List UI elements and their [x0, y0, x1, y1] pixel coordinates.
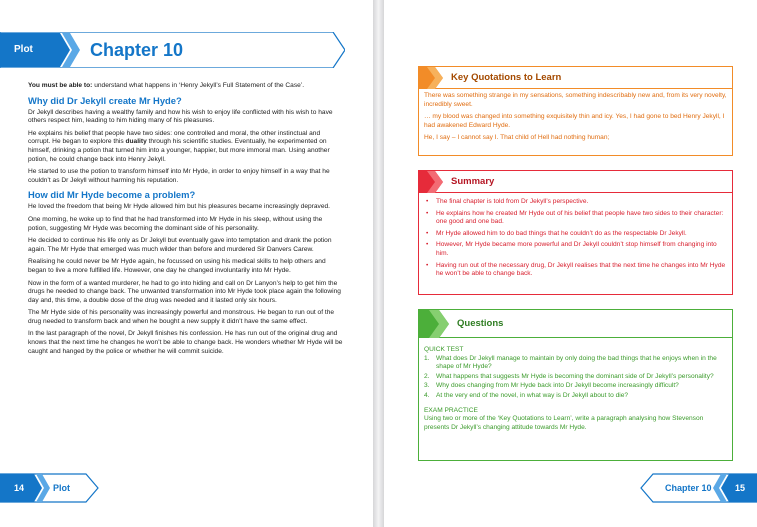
red-tab-icon [419, 171, 447, 193]
objective-text: understand what happens in ‘Henry Jekyll’s Full Statement of the Case’. [92, 82, 305, 89]
chapter-header-banner [0, 32, 345, 68]
questions-title: Questions [457, 318, 504, 329]
key-quotations-header [419, 67, 732, 89]
exam-practice-text: Using two or more of the ‘Key Quotations to Learn’, write a paragraph analysing how Stevenson presents Dr Jekyll’s changing attitude towards Mr Hyde. [424, 415, 704, 431]
questions-content [419, 338, 732, 436]
question-item [424, 392, 727, 401]
page-number: 14 [14, 483, 25, 493]
paragraph-text: through his scientific studies. Eventually, he experimented on himself, drinking a potion that turned him into a younger, happier, but more immoral man. Using another potion, he could change back into Henry Jekyll. [28, 138, 330, 163]
question-item [424, 382, 727, 391]
orange-tab-icon [419, 67, 447, 89]
green-tab-icon [419, 310, 453, 338]
question-text: At the very end of the novel, in what way is Dr Jekyll about to die? [436, 391, 629, 399]
paragraph: He loved the freedom that being Mr Hyde allowed him but his pleasures became increasingly depraved. [28, 203, 331, 211]
quotation: He, I say – I cannot say I. That child of Hell had nothing human; [424, 134, 610, 142]
footer-chapter-label: Chapter 10 [665, 483, 712, 493]
summary-item: • He explains how he created Mr Hyde out of his belief that people have two sides to their character: one good and one bad. [436, 210, 727, 227]
section-label: Plot [14, 44, 33, 55]
summary-header [419, 171, 732, 193]
heading-hyde-problem: How did Mr Hyde become a problem? [28, 189, 196, 201]
question-text: What does Dr Jekyll manage to maintain by only doing the bad things that he enjoys when in the shape of Mr Hyde? [436, 354, 717, 371]
paragraph-text: He explains his belief that people have two sides: one controlled and moral, the other instinctual and corrupt. He began to explore this [28, 129, 321, 146]
question-text: Why does changing from Mr Hyde back into Dr Jekyll become increasingly difficult? [436, 382, 679, 390]
page-footer-right [639, 473, 757, 503]
main-text [28, 82, 343, 360]
key-quotations-title: Key Quotations to Learn [451, 72, 562, 83]
page-footer-left [0, 473, 100, 503]
paragraph: Realising he could never be Mr Hyde again, he focussed on using his medical skills to help others and began to live a more fulfilled life. However, one day he changed involuntarily into Mr Hyde. [28, 258, 326, 274]
question-number: 4. [424, 391, 430, 399]
key-quotations-box [418, 66, 733, 156]
question-text: What happens that suggests Mr Hyde is becoming the dominant side of Dr Jekyll’s personality? [436, 372, 714, 380]
paragraph: Now in the form of a wanted murderer, he had to go into hiding and call on Dr Lanyon’s help to get him the drugs he needed to change back. The unwanted transformation into Mr Hyde took place again the following day and, this time, a double dose of the drug was needed and it lasted only six hours. [28, 279, 341, 304]
paragraph: He decided to continue his life only as Dr Jekyll but eventually gave into temptation and drank the potion again. The Mr Hyde that emerged was much wilder than before and murdered Sir Danvers Carew. [28, 237, 332, 253]
page-title: Chapter 10 [90, 40, 184, 60]
summary-item: • Mr Hyde allowed him to do bad things that he couldn’t do as the respectable Dr Jekyll. [436, 230, 727, 239]
question-item [424, 373, 727, 382]
objective-label: You must be able to: [28, 82, 93, 89]
summary-list [419, 193, 732, 286]
summary-box [418, 170, 733, 295]
paragraph: The Mr Hyde side of his personality was increasingly powerful and monstrous. He began to run out of the drug needed to transform back and when he bought a new supply it didn’t have the same effect. [28, 309, 335, 325]
heading-why-create-hyde: Why did Dr Jekyll create Mr Hyde? [28, 94, 182, 106]
question-item [424, 355, 727, 372]
paragraph-duality [28, 130, 343, 164]
page-number: 15 [735, 483, 746, 493]
question-number: 1. [424, 354, 430, 362]
question-number: 2. [424, 372, 430, 380]
quick-test-list [424, 355, 727, 401]
left-page [0, 0, 373, 527]
summary-title: Summary [451, 176, 495, 187]
paragraph: He started to use the potion to transform himself into Mr Hyde, in order to enjoy himself in a way that he couldn’t as Dr Jekyll without harming his reputation. [28, 168, 330, 184]
learning-objective [28, 82, 343, 91]
exam-practice-label: EXAM PRACTICE [424, 406, 478, 414]
questions-header [419, 310, 732, 338]
quick-test-label: QUICK TEST [424, 346, 464, 353]
questions-box [418, 309, 733, 461]
keyword-duality: duality [125, 138, 147, 146]
question-number: 3. [424, 382, 430, 390]
paragraph: One morning, he woke up to find that he had transformed into Mr Hyde in his sleep, without using the potion, suggesting Mr Hyde was becoming the dominant side of his personality. [28, 215, 323, 232]
summary-item: • Having run out of the necessary drug, Dr Jekyll realises that the next time he changes into Mr Hyde he won’t be able to change back. [436, 262, 727, 279]
book-gutter [373, 0, 384, 527]
right-page [384, 0, 757, 527]
quotation: There was something strange in my sensations, something indescribably new and, from its very novelty, incredibly sweet. [424, 92, 727, 108]
summary-item: • The final chapter is told from Dr Jekyll’s perspective. [436, 198, 727, 207]
paragraph: In the last paragraph of the novel, Dr Jekyll finishes his confession. He has run out of the original drug and knows that the next time he changes he won’t be able to change back. He wonders whether Mr Hyde will be caught and hanged by the police or whether he will commit suicide. [28, 330, 343, 355]
key-quotations-list [419, 89, 732, 151]
footer-section-label: Plot [53, 483, 70, 493]
quotation: … my blood was changed into something exquisitely thin and icy. Yes, I had gone to bed Henry Jekyll, I had awakened Edward Hyde. [424, 113, 725, 129]
summary-item: • However, Mr Hyde became more powerful and Dr Jekyll couldn’t stop himself from changing into him. [436, 241, 727, 258]
paragraph: Dr Jekyll describes having a wealthy family and how his wish to enjoy life conflicted with his wish to have others respect him, leading to him hiding many of his pleasures. [28, 108, 333, 125]
